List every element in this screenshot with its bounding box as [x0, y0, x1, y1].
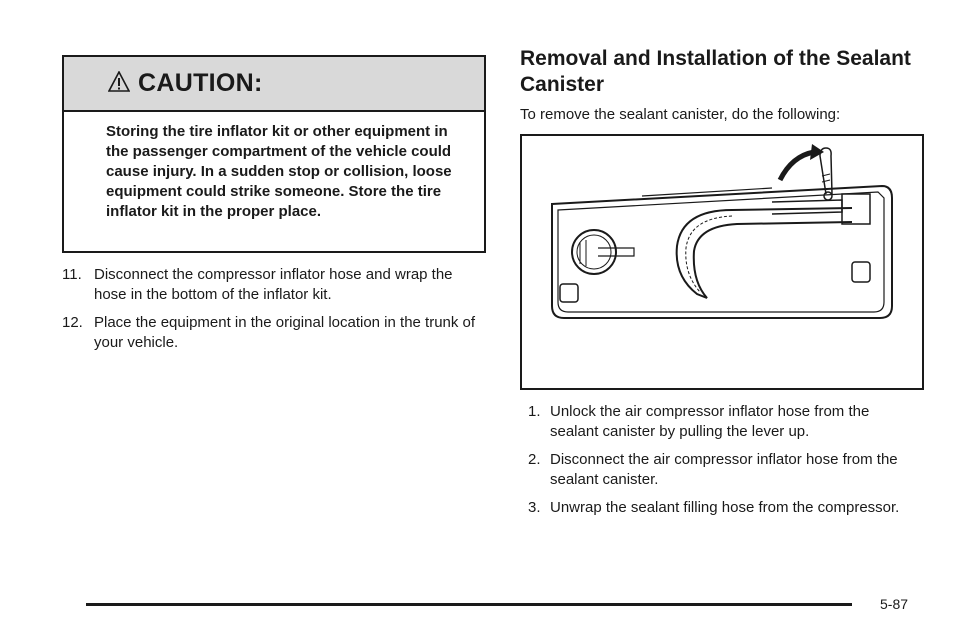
pressure-gauge	[572, 230, 616, 274]
step-text: Unlock the air compressor inflator hose from the sealant canister by pulling the lever up.	[550, 403, 870, 440]
pull-up-arrow	[780, 152, 814, 180]
inflator-kit-drawing	[522, 136, 922, 388]
warning-icon	[108, 71, 130, 93]
step-number: 11.	[62, 266, 82, 283]
caution-header	[64, 57, 484, 112]
right-steps-list	[528, 402, 918, 526]
step-text: Unwrap the sealant filling hose from the compressor.	[550, 499, 900, 516]
caution-box	[62, 55, 486, 253]
step-text: Place the equipment in the original location in the trunk of your vehicle.	[94, 314, 476, 351]
list-item	[528, 498, 918, 518]
caution-text: Storing the tire inflator kit or other equipment in the passenger compartment of the vehicle could cause injury. In a sudden stop or collision, loose equipment could strike someone. Store the tire inflator kit in the proper place.	[106, 123, 452, 220]
step-number: 2.	[528, 451, 541, 468]
caution-title: CAUTION:	[138, 69, 263, 97]
sealant-canister-illustration	[520, 134, 924, 390]
kit-tray-outline	[552, 186, 892, 318]
list-item	[528, 402, 918, 442]
step-number: 3.	[528, 499, 541, 516]
page-number: 5-87	[880, 596, 909, 612]
footer-rule	[86, 603, 852, 606]
list-item	[62, 313, 482, 353]
release-lever	[820, 148, 832, 194]
left-steps-list	[62, 265, 482, 361]
step-text: Disconnect the compressor inflator hose and wrap the hose in the bottom of the inflator kit.	[94, 266, 453, 303]
section-title: Removal and Installation of the Sealant Canister	[520, 47, 911, 96]
rubber-pad	[560, 284, 578, 302]
step-number: 1.	[528, 403, 541, 420]
hose-channel	[677, 208, 852, 298]
list-item	[528, 450, 918, 490]
step-number: 12.	[62, 314, 83, 331]
list-item	[62, 265, 482, 305]
section-intro: To remove the sealant canister, do the following:	[520, 106, 841, 123]
rubber-pad	[852, 262, 870, 282]
step-text: Disconnect the air compressor inflator hose from the sealant canister.	[550, 451, 898, 488]
